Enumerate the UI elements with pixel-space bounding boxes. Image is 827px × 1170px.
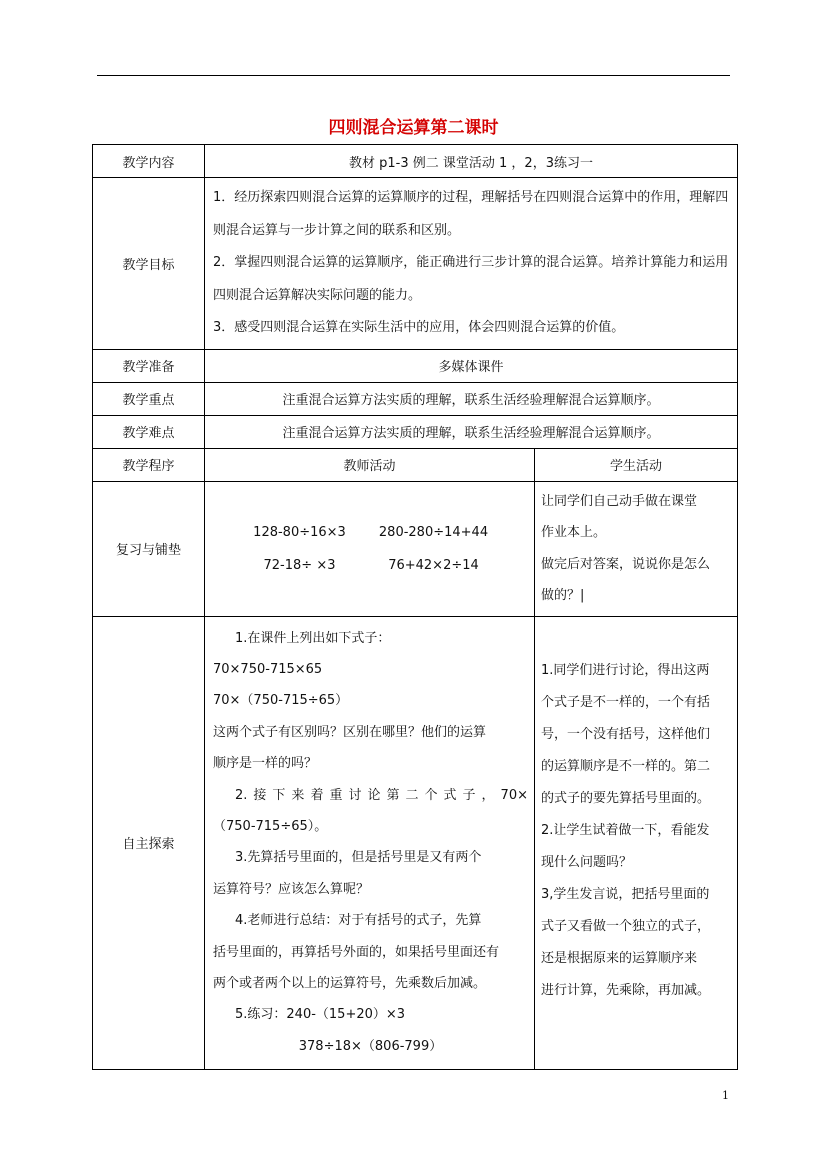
page-title: 四则混合运算第二课时 xyxy=(328,118,499,138)
row-goals xyxy=(93,178,738,350)
label-key: 教学重点 xyxy=(93,382,205,415)
goal-item: 3．感受四则混合运算在实际生活中的应用，体会四则混合运算的价值。 xyxy=(213,320,625,335)
label-explore: 自主探索 xyxy=(93,616,205,1069)
review-equations xyxy=(205,481,535,616)
label-prep: 教学准备 xyxy=(93,349,205,382)
review-student-activity: 让同学们自己动手做在课堂 作业本上。 做完后对答案，说说你是怎么 做的？| xyxy=(535,481,738,616)
explore-teacher-activity: 1.在课件上列出如下式子： 70×750-715×65 70×（750-715÷65） 这两个式子有区别吗？区别在哪里？他们的运算 顺序是一样的吗？ 2.接下来着重讨论第二个式子，70× （750-715÷65）。 3.先算括号里面的，但是括号里是又有两个 运算符号？应该怎么算呢？ 4.老师进行总结：对于有括号的式子，先算 括号里面的，再算括号外面的，如果括号里面还有 两个或者两个以上的运算符号，先乘数后加减。 5.练习：240-（15+20）×3 378÷18×（806-799） xyxy=(205,616,535,1069)
value-difficult: 注重混合运算方法实质的理解，联系生活经验理解混合运算顺序。 xyxy=(205,415,738,448)
goals-list xyxy=(205,178,738,350)
row-prep xyxy=(93,349,738,382)
equation: 128-80÷16×3 xyxy=(253,524,346,540)
goal-item: 2．掌握四则混合运算的运算顺序，能正确进行三步计算的混合运算。培养计算能力和运用四则混合运算解决实际问题的能力。 xyxy=(213,255,729,303)
explore-student-activity: 1.同学们进行讨论，得出这两 个式子是不一样的，一个有括 号，一个没有括号，这样他们 的运算顺序是不一样的。第二 的式子的要先算括号里面的。 2.让学生试着做一下，看能发 现什么问题吗？ 3,学生发言说，把括号里面的 式子又看做一个独立的式子， 还是根据原来的运算顺序来 进行计算，先乘除，再加减。 xyxy=(535,616,738,1069)
row-difficult xyxy=(93,415,738,448)
header-teacher: 教师活动 xyxy=(205,448,535,481)
row-explore xyxy=(93,616,738,1069)
label-content: 教学内容 xyxy=(93,145,205,178)
header-student: 学生活动 xyxy=(535,448,738,481)
value-key: 注重混合运算方法实质的理解，联系生活经验理解混合运算顺序。 xyxy=(205,382,738,415)
equation: 72-18÷ ×3 xyxy=(263,557,336,573)
label-goals: 教学目标 xyxy=(93,178,205,350)
row-review xyxy=(93,481,738,616)
equation: 280-280÷14+44 xyxy=(378,524,489,540)
row-key xyxy=(93,382,738,415)
row-content xyxy=(93,145,738,178)
header-rule xyxy=(97,75,730,76)
label-difficult: 教学难点 xyxy=(93,415,205,448)
label-review: 复习与铺垫 xyxy=(93,481,205,616)
lesson-plan-table xyxy=(92,144,738,1070)
label-procedure: 教学程序 xyxy=(93,448,205,481)
goal-item: 1．经历探索四则混合运算的运算顺序的过程，理解括号在四则混合运算中的作用，理解四则混合运算与一步计算之间的联系和区别。 xyxy=(213,190,729,238)
value-content: 教材 p1-3 例二 课堂活动 1 ，2，3练习一 xyxy=(205,145,738,178)
page-number: 1 xyxy=(722,1089,729,1102)
value-prep: 多媒体课件 xyxy=(205,349,738,382)
equation: 76+42×2÷14 xyxy=(388,557,479,573)
row-procedure xyxy=(93,448,738,481)
